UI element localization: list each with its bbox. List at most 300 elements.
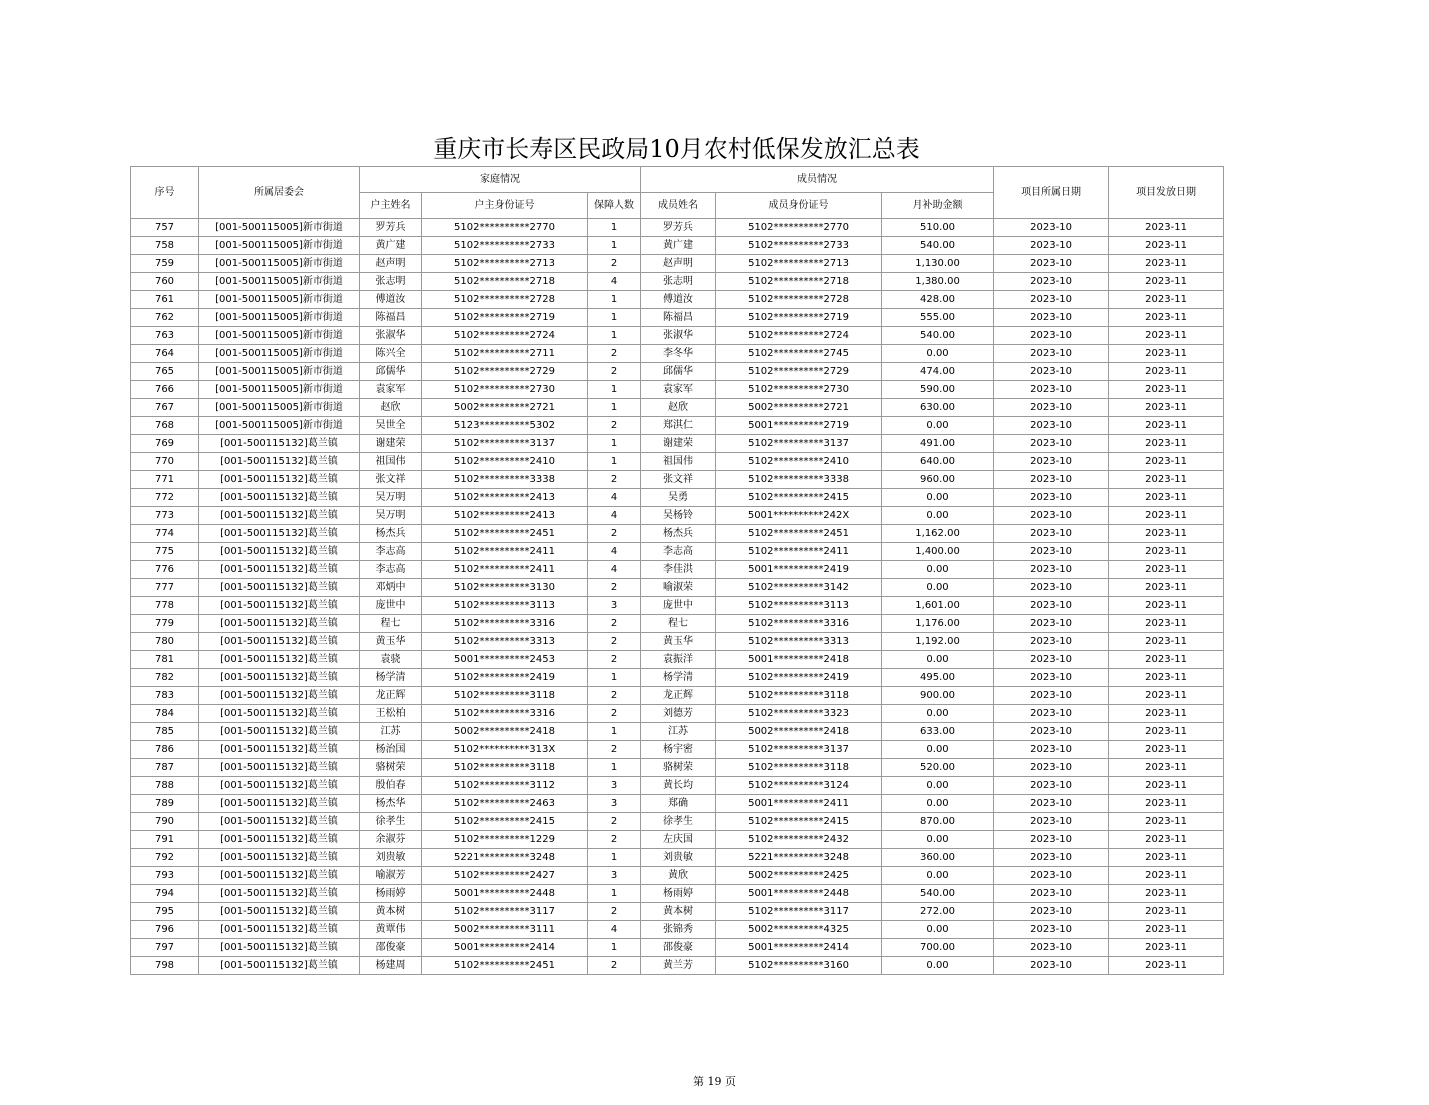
- cell-head-name: 杨雨婷: [360, 885, 422, 903]
- cell-member-name: 刘贵敏: [641, 849, 716, 867]
- table-row: [131, 381, 1224, 399]
- cell-belong-date: 2023-10: [994, 507, 1109, 525]
- cell-head-name: 罗芳兵: [360, 219, 422, 237]
- cell-seq: 772: [131, 489, 199, 507]
- cell-count: 1: [588, 237, 641, 255]
- cell-member-name: 袁振洋: [641, 651, 716, 669]
- cell-belong-date: 2023-10: [994, 561, 1109, 579]
- cell-head-id: 5102**********2411: [422, 543, 588, 561]
- cell-belong-date: 2023-10: [994, 219, 1109, 237]
- cell-committee: [001-500115132]葛兰镇: [199, 669, 360, 687]
- cell-head-id: 5001**********2453: [422, 651, 588, 669]
- cell-member-id: 5102**********2411: [716, 543, 882, 561]
- cell-amount: 0.00: [882, 957, 994, 975]
- cell-member-id: 5102**********2415: [716, 813, 882, 831]
- cell-member-name: 谢建荣: [641, 435, 716, 453]
- cell-issue-date: 2023-11: [1109, 237, 1224, 255]
- cell-head-name: 殷伯春: [360, 777, 422, 795]
- cell-committee: [001-500115005]新市街道: [199, 237, 360, 255]
- cell-head-id: 5102**********2451: [422, 957, 588, 975]
- table-row: [131, 345, 1224, 363]
- table-row: [131, 237, 1224, 255]
- cell-issue-date: 2023-11: [1109, 399, 1224, 417]
- cell-committee: [001-500115132]葛兰镇: [199, 849, 360, 867]
- cell-issue-date: 2023-11: [1109, 345, 1224, 363]
- cell-count: 3: [588, 597, 641, 615]
- cell-issue-date: 2023-11: [1109, 381, 1224, 399]
- cell-head-id: 5102**********2713: [422, 255, 588, 273]
- cell-committee: [001-500115132]葛兰镇: [199, 651, 360, 669]
- cell-amount: 520.00: [882, 759, 994, 777]
- cell-member-name: 黄本树: [641, 903, 716, 921]
- cell-belong-date: 2023-10: [994, 921, 1109, 939]
- cell-head-name: 黄广建: [360, 237, 422, 255]
- header-head-id: 户主身份证号: [422, 193, 588, 219]
- cell-count: 2: [588, 651, 641, 669]
- cell-member-id: 5102**********2724: [716, 327, 882, 345]
- cell-seq: 792: [131, 849, 199, 867]
- cell-count: 2: [588, 957, 641, 975]
- cell-member-id: 5102**********3137: [716, 741, 882, 759]
- cell-amount: 640.00: [882, 453, 994, 471]
- cell-member-name: 祖国伟: [641, 453, 716, 471]
- table-row: [131, 777, 1224, 795]
- cell-seq: 791: [131, 831, 199, 849]
- cell-count: 4: [588, 273, 641, 291]
- cell-issue-date: 2023-11: [1109, 543, 1224, 561]
- cell-member-id: 5001**********2419: [716, 561, 882, 579]
- cell-head-id: 5102**********3338: [422, 471, 588, 489]
- cell-member-name: 邵俊豪: [641, 939, 716, 957]
- header-belong-date: 项目所属日期: [994, 167, 1109, 219]
- table-row: [131, 363, 1224, 381]
- cell-member-id: 5002**********2425: [716, 867, 882, 885]
- page-title: 重庆市长寿区民政局10月农村低保发放汇总表: [433, 135, 920, 163]
- cell-belong-date: 2023-10: [994, 957, 1109, 975]
- cell-belong-date: 2023-10: [994, 327, 1109, 345]
- cell-amount: 540.00: [882, 237, 994, 255]
- cell-committee: [001-500115005]新市街道: [199, 273, 360, 291]
- cell-amount: 0.00: [882, 867, 994, 885]
- table-row: [131, 939, 1224, 957]
- cell-head-id: 5123**********5302: [422, 417, 588, 435]
- cell-seq: 775: [131, 543, 199, 561]
- cell-count: 4: [588, 921, 641, 939]
- cell-member-name: 罗芳兵: [641, 219, 716, 237]
- table-row: [131, 561, 1224, 579]
- cell-head-name: 邵俊豪: [360, 939, 422, 957]
- cell-head-name: 骆树荣: [360, 759, 422, 777]
- cell-member-id: 5102**********3316: [716, 615, 882, 633]
- cell-head-id: 5102**********2719: [422, 309, 588, 327]
- cell-committee: [001-500115132]葛兰镇: [199, 561, 360, 579]
- cell-amount: 630.00: [882, 399, 994, 417]
- cell-member-name: 郑淇仁: [641, 417, 716, 435]
- table-row: [131, 543, 1224, 561]
- cell-seq: 798: [131, 957, 199, 975]
- cell-member-name: 徐孝生: [641, 813, 716, 831]
- cell-seq: 774: [131, 525, 199, 543]
- cell-member-id: 5102**********2718: [716, 273, 882, 291]
- cell-seq: 788: [131, 777, 199, 795]
- cell-seq: 784: [131, 705, 199, 723]
- cell-belong-date: 2023-10: [994, 579, 1109, 597]
- cell-head-id: 5102**********2728: [422, 291, 588, 309]
- cell-head-name: 吴世全: [360, 417, 422, 435]
- cell-member-name: 赵声明: [641, 255, 716, 273]
- cell-issue-date: 2023-11: [1109, 507, 1224, 525]
- cell-belong-date: 2023-10: [994, 795, 1109, 813]
- table-row: [131, 273, 1224, 291]
- cell-member-name: 邱儒华: [641, 363, 716, 381]
- cell-seq: 759: [131, 255, 199, 273]
- cell-amount: 1,601.00: [882, 597, 994, 615]
- cell-issue-date: 2023-11: [1109, 903, 1224, 921]
- table-row: [131, 633, 1224, 651]
- cell-head-name: 黄玉华: [360, 633, 422, 651]
- header-amount: 月补助金额: [882, 193, 994, 219]
- cell-head-id: 5102**********3130: [422, 579, 588, 597]
- cell-count: 2: [588, 255, 641, 273]
- cell-committee: [001-500115132]葛兰镇: [199, 471, 360, 489]
- cell-member-name: 江苏: [641, 723, 716, 741]
- cell-member-id: 5102**********2432: [716, 831, 882, 849]
- cell-seq: 782: [131, 669, 199, 687]
- cell-issue-date: 2023-11: [1109, 813, 1224, 831]
- cell-member-id: 5002**********2721: [716, 399, 882, 417]
- table-row: [131, 921, 1224, 939]
- cell-head-name: 王松柏: [360, 705, 422, 723]
- cell-amount: 555.00: [882, 309, 994, 327]
- cell-seq: 789: [131, 795, 199, 813]
- cell-amount: 428.00: [882, 291, 994, 309]
- cell-issue-date: 2023-11: [1109, 525, 1224, 543]
- table-row: [131, 957, 1224, 975]
- cell-amount: 0.00: [882, 507, 994, 525]
- cell-committee: [001-500115132]葛兰镇: [199, 939, 360, 957]
- cell-committee: [001-500115005]新市街道: [199, 363, 360, 381]
- table-row: [131, 579, 1224, 597]
- cell-member-name: 左庆国: [641, 831, 716, 849]
- cell-head-name: 赵欣: [360, 399, 422, 417]
- cell-belong-date: 2023-10: [994, 741, 1109, 759]
- cell-head-name: 杨杰兵: [360, 525, 422, 543]
- cell-member-name: 黄长均: [641, 777, 716, 795]
- cell-belong-date: 2023-10: [994, 255, 1109, 273]
- cell-issue-date: 2023-11: [1109, 435, 1224, 453]
- cell-seq: 771: [131, 471, 199, 489]
- cell-member-id: 5221**********3248: [716, 849, 882, 867]
- cell-member-name: 傅道汝: [641, 291, 716, 309]
- cell-committee: [001-500115005]新市街道: [199, 399, 360, 417]
- cell-head-id: 5102**********3113: [422, 597, 588, 615]
- cell-member-id: 5102**********2451: [716, 525, 882, 543]
- cell-head-name: 陈兴全: [360, 345, 422, 363]
- cell-belong-date: 2023-10: [994, 669, 1109, 687]
- cell-member-id: 5102**********2733: [716, 237, 882, 255]
- cell-seq: 777: [131, 579, 199, 597]
- cell-count: 1: [588, 453, 641, 471]
- cell-seq: 776: [131, 561, 199, 579]
- cell-member-name: 郑确: [641, 795, 716, 813]
- cell-member-name: 龙正辉: [641, 687, 716, 705]
- cell-member-id: 5102**********2728: [716, 291, 882, 309]
- table-row: [131, 795, 1224, 813]
- cell-member-id: 5102**********3113: [716, 597, 882, 615]
- cell-seq: 769: [131, 435, 199, 453]
- cell-amount: 1,380.00: [882, 273, 994, 291]
- cell-seq: 765: [131, 363, 199, 381]
- cell-head-name: 袁家军: [360, 381, 422, 399]
- cell-member-id: 5102**********2719: [716, 309, 882, 327]
- cell-head-id: 5001**********2448: [422, 885, 588, 903]
- cell-issue-date: 2023-11: [1109, 849, 1224, 867]
- cell-committee: [001-500115132]葛兰镇: [199, 903, 360, 921]
- relief-summary-table: [130, 166, 1224, 975]
- cell-head-name: 黄本树: [360, 903, 422, 921]
- cell-amount: 510.00: [882, 219, 994, 237]
- cell-member-name: 刘德芳: [641, 705, 716, 723]
- cell-committee: [001-500115132]葛兰镇: [199, 579, 360, 597]
- cell-count: 2: [588, 615, 641, 633]
- cell-committee: [001-500115132]葛兰镇: [199, 741, 360, 759]
- cell-head-name: 邱儒华: [360, 363, 422, 381]
- table-row: [131, 885, 1224, 903]
- cell-head-name: 吴万明: [360, 489, 422, 507]
- cell-amount: 1,130.00: [882, 255, 994, 273]
- table-row: [131, 417, 1224, 435]
- cell-committee: [001-500115132]葛兰镇: [199, 705, 360, 723]
- cell-head-name: 赵声明: [360, 255, 422, 273]
- cell-belong-date: 2023-10: [994, 705, 1109, 723]
- cell-committee: [001-500115132]葛兰镇: [199, 507, 360, 525]
- cell-committee: [001-500115132]葛兰镇: [199, 723, 360, 741]
- cell-amount: 0.00: [882, 705, 994, 723]
- cell-count: 2: [588, 687, 641, 705]
- cell-head-id: 5102**********1229: [422, 831, 588, 849]
- cell-count: 4: [588, 489, 641, 507]
- cell-belong-date: 2023-10: [994, 597, 1109, 615]
- cell-seq: 760: [131, 273, 199, 291]
- cell-seq: 780: [131, 633, 199, 651]
- cell-count: 1: [588, 219, 641, 237]
- cell-count: 2: [588, 345, 641, 363]
- cell-issue-date: 2023-11: [1109, 795, 1224, 813]
- cell-head-id: 5102**********3137: [422, 435, 588, 453]
- table-body: [131, 219, 1224, 975]
- cell-member-id: 5001**********2411: [716, 795, 882, 813]
- cell-seq: 768: [131, 417, 199, 435]
- cell-issue-date: 2023-11: [1109, 741, 1224, 759]
- cell-belong-date: 2023-10: [994, 273, 1109, 291]
- cell-issue-date: 2023-11: [1109, 615, 1224, 633]
- cell-head-id: 5102**********2711: [422, 345, 588, 363]
- cell-belong-date: 2023-10: [994, 417, 1109, 435]
- cell-committee: [001-500115132]葛兰镇: [199, 597, 360, 615]
- header-seq: 序号: [131, 167, 199, 219]
- cell-committee: [001-500115005]新市街道: [199, 327, 360, 345]
- cell-belong-date: 2023-10: [994, 939, 1109, 957]
- cell-member-id: 5002**********4325: [716, 921, 882, 939]
- cell-amount: 960.00: [882, 471, 994, 489]
- cell-head-id: 5102**********2410: [422, 453, 588, 471]
- cell-member-name: 黄广建: [641, 237, 716, 255]
- cell-head-id: 5102**********3313: [422, 633, 588, 651]
- cell-amount: 0.00: [882, 921, 994, 939]
- cell-count: 4: [588, 561, 641, 579]
- cell-issue-date: 2023-11: [1109, 939, 1224, 957]
- cell-amount: 0.00: [882, 651, 994, 669]
- cell-issue-date: 2023-11: [1109, 723, 1224, 741]
- table-row: [131, 831, 1224, 849]
- cell-seq: 787: [131, 759, 199, 777]
- cell-count: 2: [588, 417, 641, 435]
- header-member-id: 成员身份证号: [716, 193, 882, 219]
- cell-count: 1: [588, 723, 641, 741]
- cell-committee: [001-500115132]葛兰镇: [199, 615, 360, 633]
- cell-head-id: 5102**********2729: [422, 363, 588, 381]
- header-head-name: 户主姓名: [360, 193, 422, 219]
- cell-belong-date: 2023-10: [994, 813, 1109, 831]
- cell-head-name: 龙正辉: [360, 687, 422, 705]
- cell-amount: 0.00: [882, 831, 994, 849]
- cell-amount: 870.00: [882, 813, 994, 831]
- cell-head-id: 5102**********2770: [422, 219, 588, 237]
- cell-issue-date: 2023-11: [1109, 255, 1224, 273]
- cell-member-name: 张志明: [641, 273, 716, 291]
- cell-count: 2: [588, 471, 641, 489]
- cell-head-id: 5102**********2415: [422, 813, 588, 831]
- cell-seq: 764: [131, 345, 199, 363]
- cell-amount: 1,400.00: [882, 543, 994, 561]
- cell-amount: 540.00: [882, 327, 994, 345]
- cell-count: 1: [588, 309, 641, 327]
- cell-head-name: 杨建周: [360, 957, 422, 975]
- cell-head-id: 5001**********2414: [422, 939, 588, 957]
- cell-head-id: 5102**********2463: [422, 795, 588, 813]
- cell-member-name: 杨雨婷: [641, 885, 716, 903]
- cell-count: 1: [588, 669, 641, 687]
- header-member-group: 成员情况: [641, 167, 994, 193]
- cell-member-name: 庞世中: [641, 597, 716, 615]
- cell-seq: 767: [131, 399, 199, 417]
- table-row: [131, 723, 1224, 741]
- table-row: [131, 507, 1224, 525]
- cell-count: 1: [588, 291, 641, 309]
- cell-amount: 0.00: [882, 345, 994, 363]
- cell-belong-date: 2023-10: [994, 309, 1109, 327]
- cell-committee: [001-500115132]葛兰镇: [199, 885, 360, 903]
- cell-head-id: 5002**********2721: [422, 399, 588, 417]
- cell-head-name: 祖国伟: [360, 453, 422, 471]
- cell-belong-date: 2023-10: [994, 723, 1109, 741]
- cell-head-id: 5102**********2718: [422, 273, 588, 291]
- cell-issue-date: 2023-11: [1109, 327, 1224, 345]
- cell-head-name: 傅道汝: [360, 291, 422, 309]
- table-row: [131, 687, 1224, 705]
- cell-member-id: 5001**********2414: [716, 939, 882, 957]
- cell-belong-date: 2023-10: [994, 435, 1109, 453]
- cell-issue-date: 2023-11: [1109, 921, 1224, 939]
- cell-belong-date: 2023-10: [994, 363, 1109, 381]
- cell-belong-date: 2023-10: [994, 453, 1109, 471]
- cell-member-name: 黄欣: [641, 867, 716, 885]
- cell-issue-date: 2023-11: [1109, 633, 1224, 651]
- cell-issue-date: 2023-11: [1109, 561, 1224, 579]
- cell-head-name: 江苏: [360, 723, 422, 741]
- cell-belong-date: 2023-10: [994, 237, 1109, 255]
- cell-committee: [001-500115005]新市街道: [199, 255, 360, 273]
- cell-belong-date: 2023-10: [994, 849, 1109, 867]
- cell-count: 4: [588, 507, 641, 525]
- cell-belong-date: 2023-10: [994, 633, 1109, 651]
- table-row: [131, 903, 1224, 921]
- table-row: [131, 597, 1224, 615]
- table-row: [131, 651, 1224, 669]
- cell-head-name: 李志高: [360, 561, 422, 579]
- cell-head-id: 5102**********3316: [422, 615, 588, 633]
- cell-head-id: 5102**********3112: [422, 777, 588, 795]
- cell-count: 2: [588, 579, 641, 597]
- cell-member-id: 5001**********2719: [716, 417, 882, 435]
- cell-seq: 763: [131, 327, 199, 345]
- cell-member-name: 陈福昌: [641, 309, 716, 327]
- cell-issue-date: 2023-11: [1109, 309, 1224, 327]
- cell-committee: [001-500115005]新市街道: [199, 345, 360, 363]
- cell-committee: [001-500115132]葛兰镇: [199, 813, 360, 831]
- cell-committee: [001-500115132]葛兰镇: [199, 453, 360, 471]
- cell-member-id: 5102**********3118: [716, 759, 882, 777]
- cell-belong-date: 2023-10: [994, 687, 1109, 705]
- cell-head-name: 杨杰华: [360, 795, 422, 813]
- cell-committee: [001-500115005]新市街道: [199, 291, 360, 309]
- cell-member-id: 5102**********3137: [716, 435, 882, 453]
- cell-count: 2: [588, 705, 641, 723]
- cell-belong-date: 2023-10: [994, 345, 1109, 363]
- cell-issue-date: 2023-11: [1109, 687, 1224, 705]
- cell-amount: 0.00: [882, 579, 994, 597]
- table-row: [131, 471, 1224, 489]
- cell-member-name: 张淑华: [641, 327, 716, 345]
- cell-count: 2: [588, 633, 641, 651]
- cell-head-id: 5102**********2411: [422, 561, 588, 579]
- cell-issue-date: 2023-11: [1109, 471, 1224, 489]
- cell-head-id: 5002**********2418: [422, 723, 588, 741]
- cell-member-id: 5001**********242X: [716, 507, 882, 525]
- cell-head-id: 5102**********2427: [422, 867, 588, 885]
- cell-seq: 790: [131, 813, 199, 831]
- cell-committee: [001-500115132]葛兰镇: [199, 777, 360, 795]
- table-row: [131, 489, 1224, 507]
- table-header: [131, 167, 1224, 219]
- cell-head-name: 黄覃伟: [360, 921, 422, 939]
- cell-count: 1: [588, 327, 641, 345]
- cell-seq: 793: [131, 867, 199, 885]
- cell-member-name: 杨学清: [641, 669, 716, 687]
- cell-member-name: 黄兰芳: [641, 957, 716, 975]
- table-row: [131, 309, 1224, 327]
- cell-head-id: 5102**********2724: [422, 327, 588, 345]
- cell-issue-date: 2023-11: [1109, 417, 1224, 435]
- cell-count: 3: [588, 795, 641, 813]
- header-count: 保障人数: [588, 193, 641, 219]
- cell-head-id: 5102**********2413: [422, 507, 588, 525]
- cell-head-id: 5102**********3118: [422, 687, 588, 705]
- table-row: [131, 291, 1224, 309]
- cell-count: 1: [588, 885, 641, 903]
- cell-head-name: 杨治国: [360, 741, 422, 759]
- cell-committee: [001-500115132]葛兰镇: [199, 831, 360, 849]
